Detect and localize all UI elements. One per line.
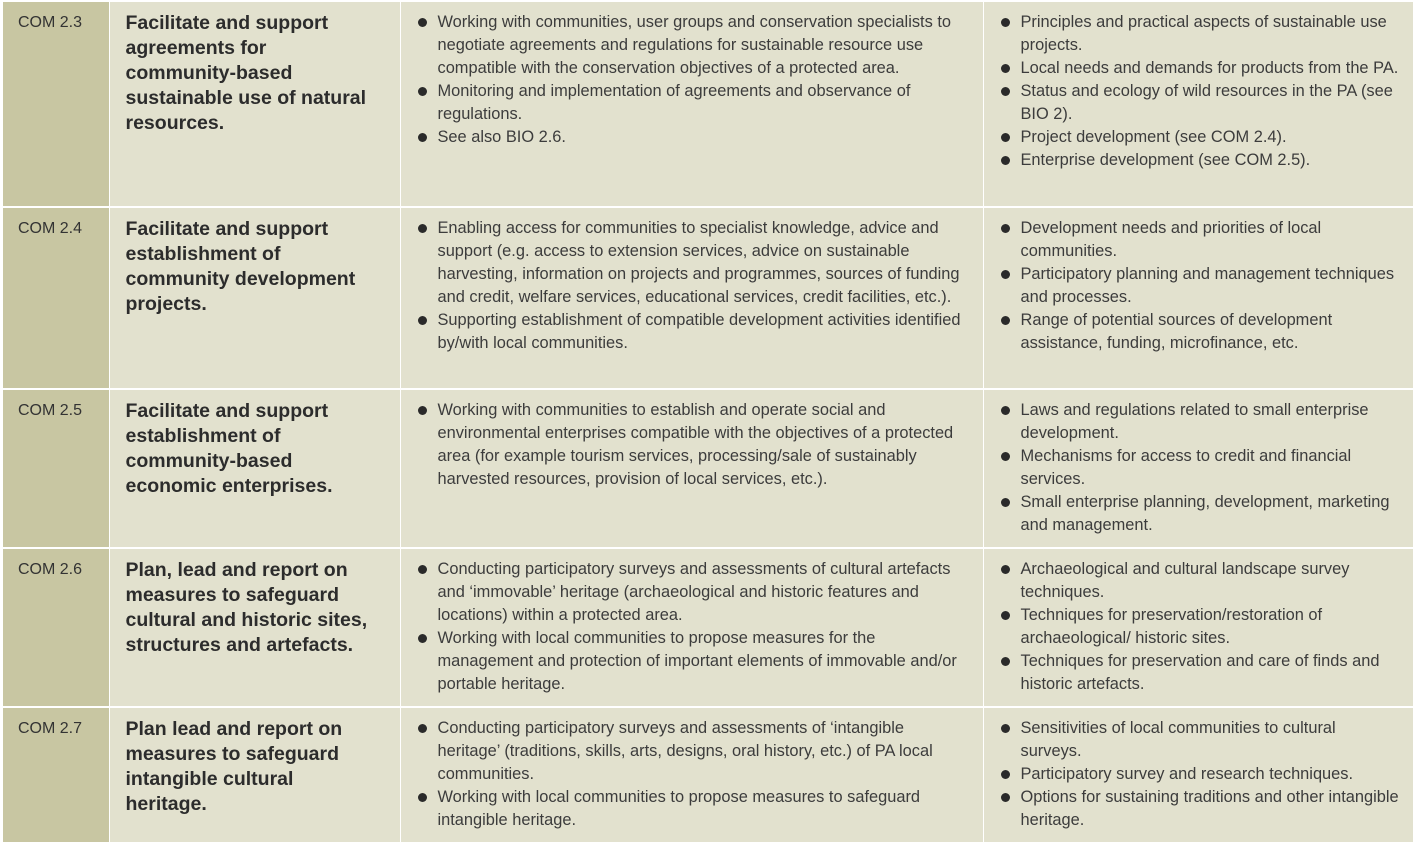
table-row [3,207,1413,389]
task-item: Working with local communities to propose measures to safeguard intangible heritage. [417,786,971,832]
knowledge-item: Status and ecology of wild resources in the PA (see BIO 2). [1000,80,1402,126]
task-item: See also BIO 2.6. [417,126,971,149]
knowledge-list [1000,399,1402,537]
knowledge-list [1000,717,1402,832]
tasks-cell [400,707,983,843]
competency-title: Plan, lead and report on measures to safeguard cultural and historic sites, structures and artefacts. [109,548,400,707]
knowledge-cell [983,207,1413,389]
competency-table [3,2,1413,844]
tasks-list [417,558,971,696]
knowledge-item: Development needs and priorities of local communities. [1000,217,1402,263]
tasks-cell [400,2,983,207]
competency-code: COM 2.7 [3,707,109,843]
knowledge-list [1000,217,1402,355]
knowledge-item: Laws and regulations related to small enterprise development. [1000,399,1402,445]
table-row [3,707,1413,843]
tasks-list [417,11,971,149]
table-body [3,2,1413,843]
knowledge-list [1000,558,1402,696]
knowledge-item: Participatory planning and management techniques and processes. [1000,263,1402,309]
knowledge-item: Sensitivities of local communities to cultural surveys. [1000,717,1402,763]
task-item: Working with communities to establish and operate social and environmental enterprises compatible with the objectives of a protected area (for example tourism services, processing/sale of sustainably harvested resources, provision of local services, etc.). [417,399,971,491]
knowledge-item: Techniques for preservation and care of finds and historic artefacts. [1000,650,1402,696]
tasks-list [417,717,971,832]
table-row [3,2,1413,207]
table-row [3,389,1413,548]
tasks-cell [400,548,983,707]
competency-title: Facilitate and support establishment of community-based economic enterprises. [109,389,400,548]
knowledge-cell [983,389,1413,548]
table-row [3,548,1413,707]
task-item: Working with communities, user groups and conservation specialists to negotiate agreements and regulations for sustainable resource use compatible with the conservation objectives of a protected area. [417,11,971,80]
knowledge-cell [983,707,1413,843]
task-item: Conducting participatory surveys and assessments of ‘intangible heritage’ (traditions, skills, arts, designs, oral history, etc.) of PA local communities. [417,717,971,786]
knowledge-item: Options for sustaining traditions and other intangible heritage. [1000,786,1402,832]
knowledge-item: Local needs and demands for products from the PA. [1000,57,1402,80]
knowledge-item: Range of potential sources of development assistance, funding, microfinance, etc. [1000,309,1402,355]
knowledge-item: Principles and practical aspects of sustainable use projects. [1000,11,1402,57]
task-item: Conducting participatory surveys and assessments of cultural artefacts and ‘immovable’ heritage (archaeological and historic features and locations) within a protected area. [417,558,971,627]
knowledge-item: Participatory survey and research techniques. [1000,763,1402,786]
competency-code: COM 2.5 [3,389,109,548]
knowledge-list [1000,11,1402,172]
competency-title: Facilitate and support agreements for community-based sustainable use of natural resources. [109,2,400,207]
knowledge-cell [983,548,1413,707]
competency-title: Plan lead and report on measures to safeguard intangible cultural heritage. [109,707,400,843]
competency-code: COM 2.4 [3,207,109,389]
tasks-list [417,399,971,491]
task-item: Working with local communities to propose measures for the management and protection of important elements of immovable and/or portable heritage. [417,627,971,696]
competency-title: Facilitate and support establishment of community development projects. [109,207,400,389]
task-item: Enabling access for communities to specialist knowledge, advice and support (e.g. access to extension services, advice on sustainable harvesting, information on projects and programmes, sources of funding and credit, welfare services, educational services, credit facilities, etc.). [417,217,971,309]
knowledge-item: Archaeological and cultural landscape survey techniques. [1000,558,1402,604]
task-item: Monitoring and implementation of agreements and observance of regulations. [417,80,971,126]
knowledge-item: Small enterprise planning, development, marketing and management. [1000,491,1402,537]
knowledge-item: Project development (see COM 2.4). [1000,126,1402,149]
tasks-cell [400,389,983,548]
knowledge-item: Techniques for preservation/restoration of archaeological/ historic sites. [1000,604,1402,650]
tasks-cell [400,207,983,389]
task-item: Supporting establishment of compatible development activities identified by/with local communities. [417,309,971,355]
competency-code: COM 2.3 [3,2,109,207]
tasks-list [417,217,971,355]
knowledge-item: Enterprise development (see COM 2.5). [1000,149,1402,172]
knowledge-item: Mechanisms for access to credit and financial services. [1000,445,1402,491]
competency-code: COM 2.6 [3,548,109,707]
knowledge-cell [983,2,1413,207]
